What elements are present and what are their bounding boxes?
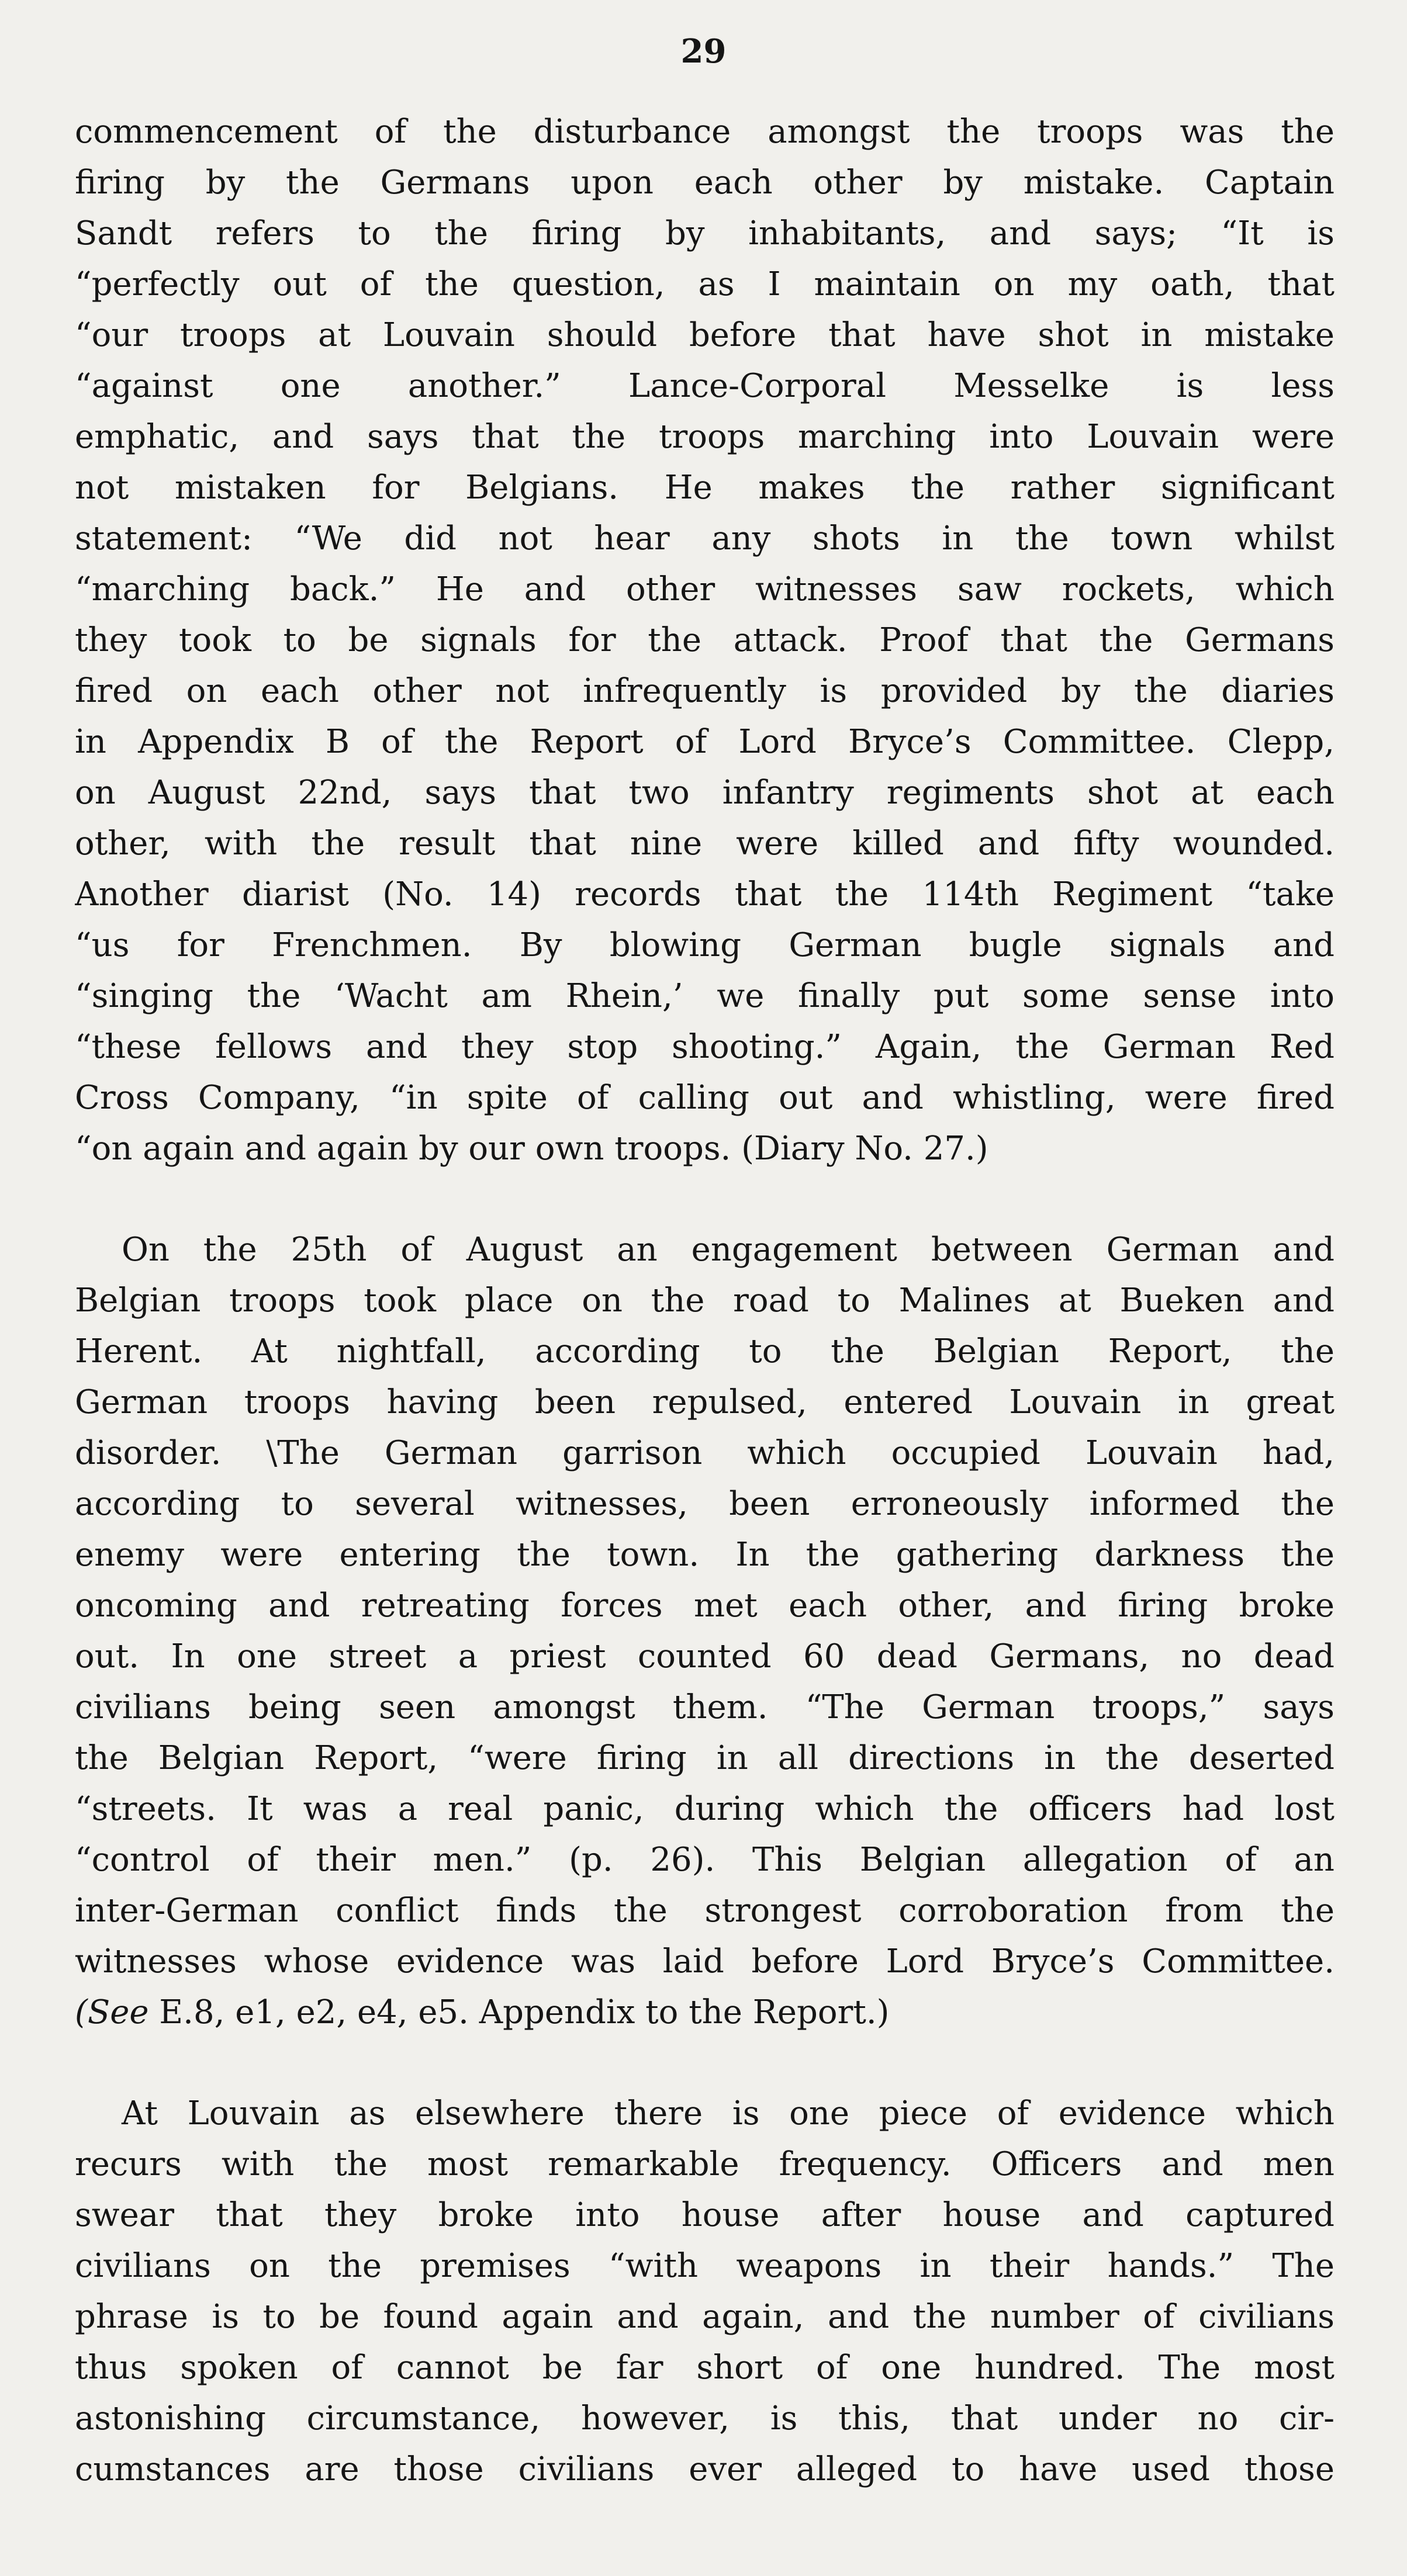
text-line: thus spoken of cannot be far short of one hundred. The most <box>75 2349 1335 2387</box>
text-line: “streets. It was a real panic, during which the officers had lost <box>75 1790 1335 1828</box>
text-line: astonishing circumstance, however, is this, that under no cir- <box>75 2400 1335 2437</box>
text-line: fired on each other not infrequently is provided by the diaries <box>75 672 1335 710</box>
page-number: 29 <box>680 32 727 71</box>
text-line: out. In one street a priest counted 60 dead Germans, no dead <box>75 1637 1335 1675</box>
text-line: the Belgian Report, “were firing in all directions in the deserted <box>75 1739 1335 1777</box>
text-line: cumstances are those civilians ever alleged to have used those <box>75 2450 1335 2488</box>
text-line: in Appendix B of the Report of Lord Bryce’s Committee. Clepp, <box>75 723 1335 761</box>
paragraph-3 <box>75 2088 1335 2495</box>
text-line: Cross Company, “in spite of calling out and whistling, were fired <box>75 1079 1335 1117</box>
text-line: German troops having been repulsed, entered Louvain in great <box>75 1383 1335 1421</box>
paragraph-gap <box>75 2038 1335 2088</box>
italic-see: (See <box>75 1993 149 2031</box>
text-line: firing by the Germans upon each other by mistake. Captain <box>75 164 1335 202</box>
text-line: oncoming and retreating forces met each other, and firing broke <box>75 1587 1335 1625</box>
text-line: not mistaken for Belgians. He makes the rather significant <box>75 469 1335 507</box>
text-line: on August 22nd, says that two infantry regiments shot at each <box>75 774 1335 812</box>
text-line: statement: “We did not hear any shots in the town whilst <box>75 520 1335 558</box>
text-line: commencement of the disturbance amongst the troops was the <box>75 113 1335 151</box>
text-line: “these fellows and they stop shooting.” Again, the German Red <box>75 1028 1335 1066</box>
text-line: witnesses whose evidence was laid before Lord Bryce’s Committee. <box>75 1943 1335 1981</box>
text-line: they took to be signals for the attack. Proof that the Germans <box>75 621 1335 659</box>
text-line: swear that they broke into house after house and captured <box>75 2196 1335 2234</box>
text-line: “against one another.” Lance-Corporal Messelke is less <box>75 367 1335 405</box>
text-line: recurs with the most remarkable frequency. Officers and men <box>75 2145 1335 2183</box>
text-line: “us for Frenchmen. By blowing German bugle signals and <box>75 926 1335 964</box>
page-body <box>75 106 1335 2495</box>
text-line: other, with the result that nine were killed and fifty wounded. <box>75 825 1335 863</box>
text-line: Belgian troops took place on the road to Malines at Bueken and <box>75 1282 1335 1320</box>
paragraph-2 <box>75 1224 1335 2038</box>
text-line: Sandt refers to the firing by inhabitants, and says; “It is <box>75 214 1335 252</box>
text-line: inter-German conflict finds the strongest corroboration from the <box>75 1892 1335 1930</box>
text-line: “perfectly out of the question, as I maintain on my oath, that <box>75 265 1335 303</box>
text-line <box>75 1987 1335 2038</box>
text-line: On the 25th of August an engagement between German and <box>122 1231 1335 1269</box>
text-line: disorder. \The German garrison which occupied Louvain had, <box>75 1434 1335 1472</box>
text-line: “control of their men.” (p. 26). This Belgian allegation of an <box>75 1841 1335 1879</box>
text-line: “on again and again by our own troops. (Diary No. 27.) <box>75 1130 988 1168</box>
text-line: civilians on the premises “with weapons in their hands.” The <box>75 2247 1335 2285</box>
text-line: “singing the ‘Wacht am Rhein,’ we finally put some sense into <box>75 977 1335 1015</box>
paragraph-1 <box>75 106 1335 1174</box>
text-line: “our troops at Louvain should before that have shot in mistake <box>75 316 1335 354</box>
paragraph-gap <box>75 1174 1335 1224</box>
text-line: “marching back.” He and other witnesses saw rockets, which <box>75 570 1335 608</box>
text-line: Herent. At nightfall, according to the Belgian Report, the <box>75 1332 1335 1370</box>
text-line: according to several witnesses, been erroneously informed the <box>75 1485 1335 1523</box>
text-line: enemy were entering the town. In the gathering darkness the <box>75 1536 1335 1574</box>
text-line: phrase is to be found again and again, and the number of civilians <box>75 2298 1335 2336</box>
text-line: emphatic, and says that the troops marching into Louvain were <box>75 418 1335 456</box>
text-line: civilians being seen amongst them. “The German troops,” says <box>75 1688 1335 1726</box>
text-line: At Louvain as elsewhere there is one piece of evidence which <box>122 2094 1335 2132</box>
reference-list: E.8, e1, e2, e4, e5. Appendix to the Report.) <box>148 1993 890 2031</box>
text-line: Another diarist (No. 14) records that the 114th Regiment “take <box>75 875 1335 913</box>
